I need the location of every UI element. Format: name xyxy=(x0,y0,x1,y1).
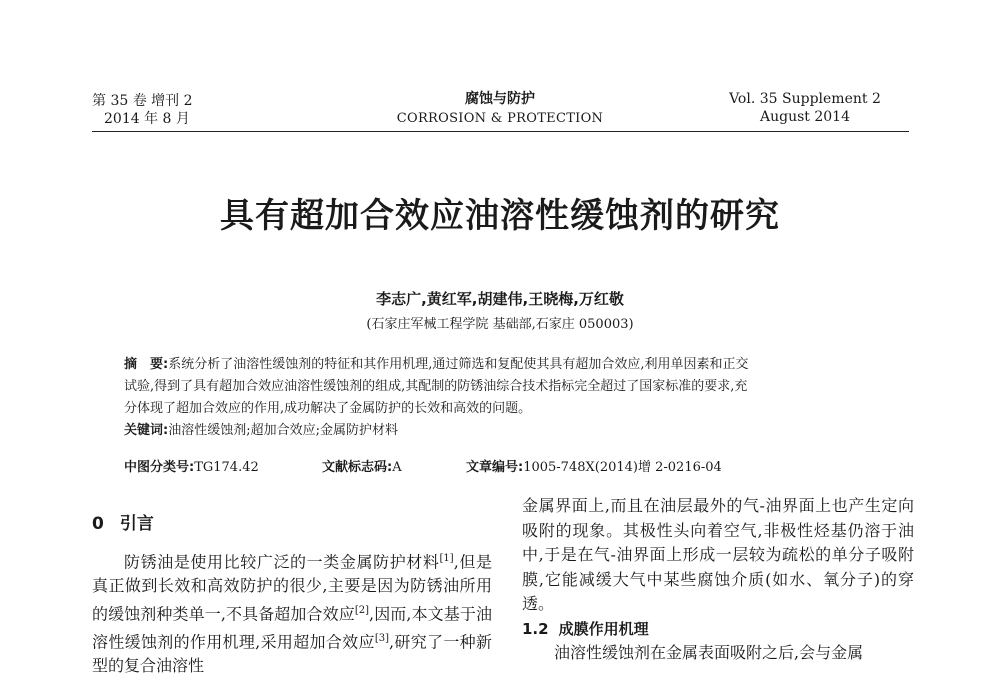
header-journal xyxy=(350,90,650,128)
keywords-label: 关键词: xyxy=(124,423,169,438)
citation-3: [3] xyxy=(374,632,389,644)
subsection-number: 1.2 xyxy=(522,619,549,638)
intro-text-b: ,但是真正做到长效和高效防护的很少,主要是因为防锈油所用的缓蚀剂种类单一,不具备超加合效应 xyxy=(92,551,492,624)
film-formation-paragraph: 油溶性缓蚀剂在金属表面吸附之后,会与金属 xyxy=(554,643,864,662)
intro-text-d: ,研究了一种新型的复合油溶性 xyxy=(92,631,492,676)
clc-number xyxy=(124,456,259,475)
article-number-label: 文章编号: xyxy=(466,460,524,475)
section-number: 0 xyxy=(92,514,104,534)
article-number-value: 1005-748X(2014)增 2-0216-04 xyxy=(523,460,722,475)
journal-name-en: CORROSION & PROTECTION xyxy=(396,111,604,126)
header-volume-en xyxy=(700,90,910,126)
header-date: 2014 年 8 月 xyxy=(104,111,190,127)
header-date-en: August 2014 xyxy=(760,109,850,125)
citation-1: [1] xyxy=(439,552,454,564)
doc-code-value: A xyxy=(392,460,402,475)
header-volume-info xyxy=(92,92,193,128)
section-heading-introduction xyxy=(92,512,492,537)
clc-value: TG174.42 xyxy=(194,460,259,475)
abstract-label: 摘 要: xyxy=(124,357,169,372)
subsection-title: 成膜作用机理 xyxy=(558,619,649,638)
header-volume-supplement: Vol. 35 Supplement 2 xyxy=(729,91,881,107)
keywords-line xyxy=(124,420,894,442)
abstract-text-1: 系统分析了油溶性缓蚀剂的特征和其作用机理,通过筛选和复配使其具有超加合效应,利用单因素和正交 xyxy=(168,357,749,372)
affiliation: (石家庄军械工程学院 基础部,石家庄 050003) xyxy=(366,317,634,332)
left-column xyxy=(92,494,492,679)
introduction-paragraph xyxy=(92,547,492,679)
paper-title: 具有超加合效应油溶性缓蚀剂的研究 xyxy=(220,196,780,236)
right-column xyxy=(522,494,914,666)
article-number xyxy=(466,456,722,475)
abstract-line-3: 分体现了超加合效应的作用,成功解决了金属防护的长效和高效的问题。 xyxy=(124,401,532,416)
abstract-block xyxy=(124,354,894,442)
section-title: 引言 xyxy=(119,514,154,534)
clc-label: 中图分类号: xyxy=(124,460,195,475)
intro-text-a: 防锈油是使用比较广泛的一类金属防护材料 xyxy=(124,551,440,571)
citation-2: [2] xyxy=(354,604,369,616)
subsection-heading-film-formation xyxy=(522,617,914,642)
doc-code-label: 文献标志码: xyxy=(322,460,393,475)
document-code xyxy=(322,456,402,475)
journal-name-cn: 腐蚀与防护 xyxy=(465,91,535,107)
intro-text-c: ,因而,本文基于油溶性缓蚀剂的作用机理,采用超加合效应 xyxy=(92,604,492,651)
keywords-value: 油溶性缓蚀剂;超加合效应;金属防护材料 xyxy=(168,423,398,438)
abstract-line-1 xyxy=(124,354,894,376)
header-rule xyxy=(92,131,909,132)
header-volume-issue: 第 35 卷 增刊 2 xyxy=(92,93,193,109)
abstract-line-2: 试验,得到了具有超加合效应油溶性缓蚀剂的组成,其配制的防锈油综合技术指标完全超过了国家标准的要求,充 xyxy=(124,379,748,394)
author-list: 李志广,黄红军,胡建伟,王晓梅,万红敬 xyxy=(376,290,624,308)
adsorption-paragraph: 金属界面上,而且在油层最外的气-油界面上也产生定向吸附的现象。其极性头向着空气,非极性烃基仍溶于油中,于是在气-油界面上形成一层较为疏松的单分子吸附膜,它能减缓大气中某些腐蚀介质(如水、氧分子)的穿透。 xyxy=(522,496,914,613)
